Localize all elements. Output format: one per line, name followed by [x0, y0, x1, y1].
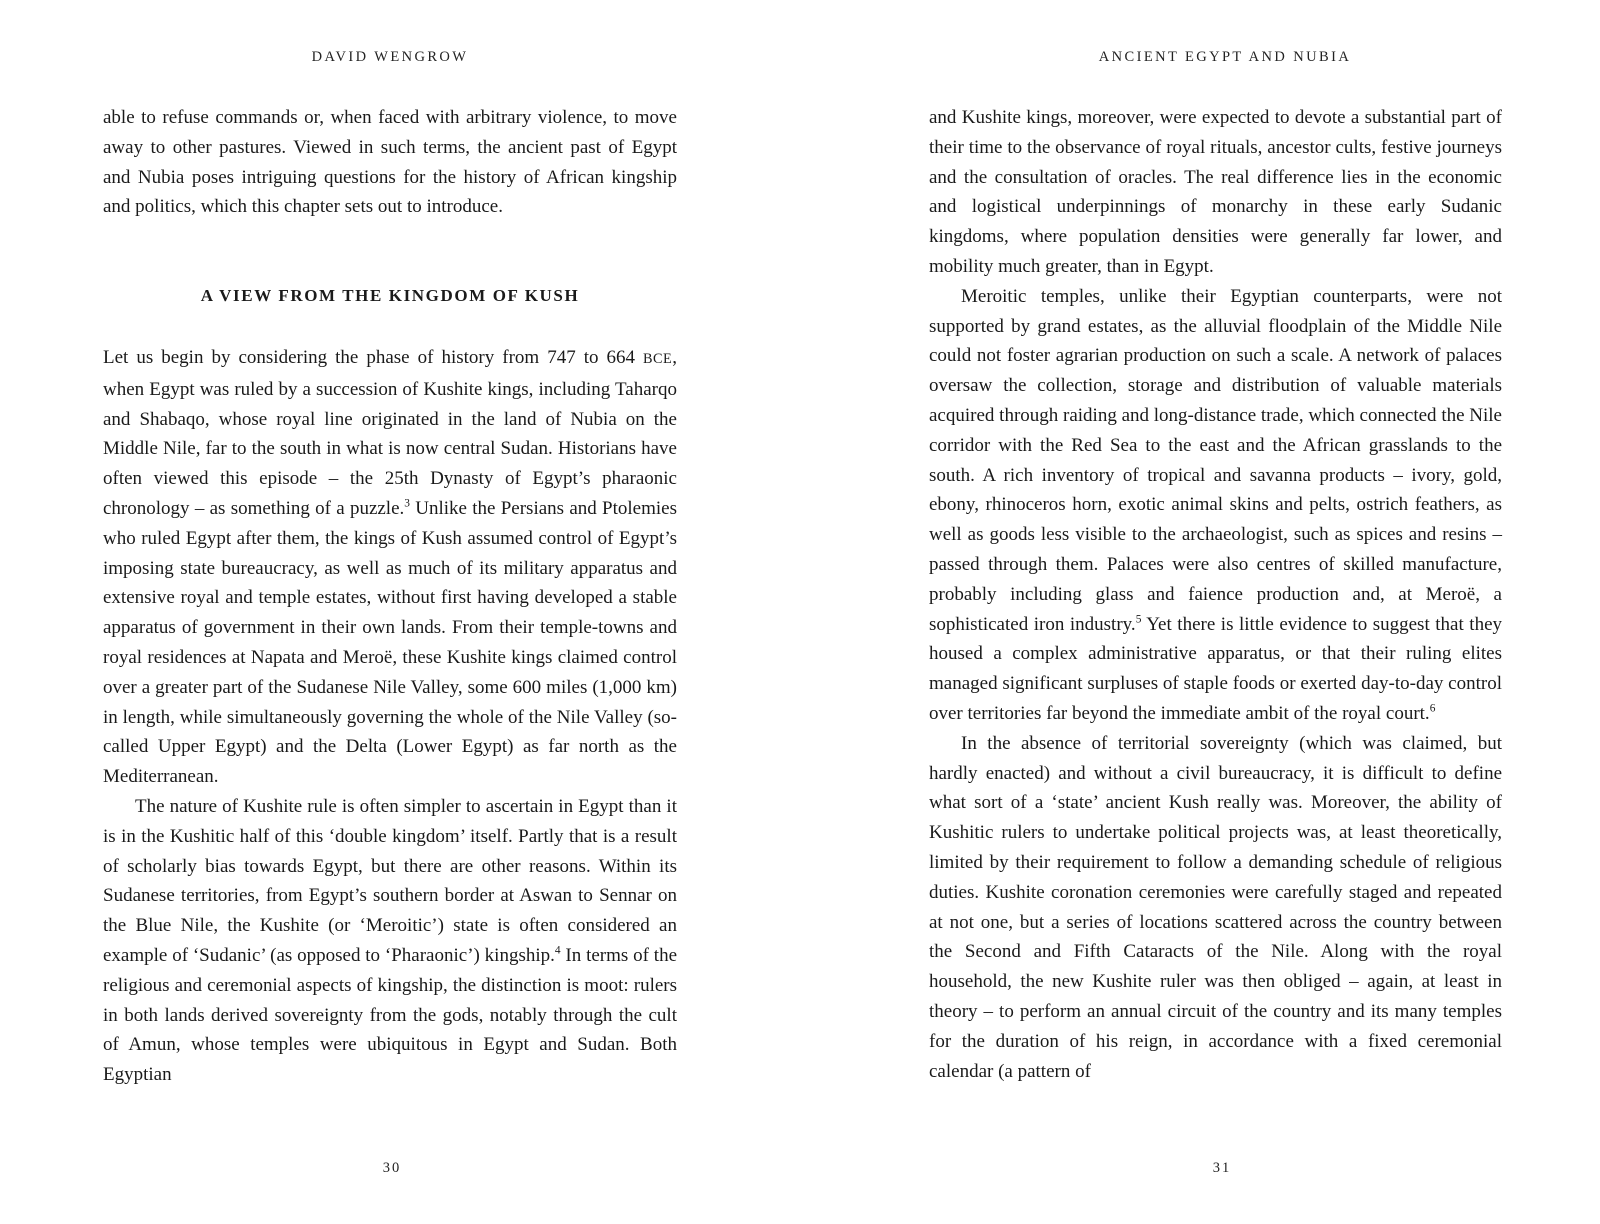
paragraph-meroitic-temples — [929, 282, 1502, 729]
right-page — [800, 0, 1600, 1224]
section-text-block — [103, 343, 677, 1090]
page-number: 30 — [382, 1160, 402, 1176]
opening-text-block — [103, 103, 677, 222]
page-number: 31 — [1212, 1160, 1232, 1176]
paragraph-kushite-rule — [103, 792, 677, 1090]
paragraph-text: Yet there is little evidence to suggest that they housed a complex administrative apparatus, or that their ruling elites managed significant surpluses of staple foods or exerted day-to-day control over territories far beyond the immediate ambit of the royal court. — [929, 613, 1503, 724]
footnote-ref: 4 — [554, 944, 561, 957]
running-head-author: DAVID WENGROW — [311, 49, 469, 65]
paragraph-text: The nature of Kushite rule is often simpler to ascertain in Egypt than it is in the Kushitic half of this ‘double kingdom’ itself. Partly that is a result of scholarly bias towards Egypt, but there are other reasons. Within its Sudanese territories, from Egypt’s southern border at Aswan to Sennar on the Blue Nile, the Kushite (or ‘Meroitic’) state is often considered an example of ‘Sudanic’ (as opposed to ‘Pharaonic’) kingship. — [103, 795, 677, 966]
paragraph-continued: and Kushite kings, moreover, were expected to devote a substantial part of their time to the observance of royal rituals, ancestor cults, festive journeys and the consultation of oracles. The real difference lies in the economic and logistical underpinnings of monarchy in these early Sudanic kingdoms, where population densities were generally far lower, and mobility much greater, than in Egypt. — [929, 107, 1502, 277]
paragraph-text: In terms of the religious and ceremonial aspects of kingship, the distinction is moot: rulers in both lands derived sovereignty from the gods, notably through the cult of Amun, whose temples were ubiquitous in Egypt and Sudan. Both Egyptian — [103, 944, 678, 1086]
footnote-ref: 3 — [404, 497, 410, 510]
body-text-block — [929, 103, 1502, 1086]
paragraph-text: Let us begin by considering the phase of history from 747 to 664 — [103, 347, 644, 368]
running-head-title: ANCIENT EGYPT AND NUBIA — [1098, 49, 1352, 65]
paragraph-text: Meroitic temples, unlike their Egyptian counterparts, were not supported by grand estates, as the alluvial floodplain of the Middle Nile could not foster agrarian production on such a scale. A network of palaces oversaw the collection, storage and distribution of valuable materials acquired through raiding and long-distance trade, which connected the Nile corridor with the Red Sea to the east and the African grasslands to the south. A rich inventory of tropical and savanna products – ivory, gold, ebony, rhinoceros horn, exotic animal skins and pelts, ostrich feathers, as well as goods less visible to the archaeologist, such as spices and resins – passed through them. Palaces were also centres of skilled manufacture, probably including glass and faience production and, at Meroë, a sophisticated iron industry. — [929, 285, 1502, 635]
section-heading: A VIEW FROM THE KINGDOM OF KUSH — [200, 286, 580, 305]
footnote-ref: 6 — [1429, 702, 1436, 715]
opening-paragraph: able to refuse commands or, when faced with arbitrary violence, to move away to other pastures. Viewed in such terms, the ancient past of Egypt and Nubia poses intriguing questions for the history of African kingship and politics, which this chapter sets out to introduce. — [103, 107, 677, 218]
footnote-ref: 5 — [1135, 613, 1142, 626]
era-abbreviation: BCE — [643, 351, 673, 367]
paragraph-kushite-dynasty — [103, 343, 677, 792]
paragraph-territorial-sovereignty: In the absence of territorial sovereignty (which was claimed, but hardly enacted) and without a civil bureaucracy, it is difficult to define what sort of a ‘state’ ancient Kush really was. Moreover, the ability of Kushitic rulers to undertake political projects was, at least theoretically, limited by their requirement to follow a demanding schedule of religious duties. Kushite coronation ceremonies were carefully staged and repeated at not one, but a series of locations scattered across the country between the Second and Fifth Cataracts of the Nile. Along with the royal household, the new Kushite ruler was then obliged – again, at least in theory – to perform an annual circuit of the country and its many temples for the duration of his reign, in accordance with a fixed ceremonial calendar (a pattern of — [929, 732, 1502, 1082]
paragraph-text: , when Egypt was ruled by a succession of Kushite kings, including Taharqo and Shabaqo, whose royal line originated in the land of Nubia on the Middle Nile, far to the south in what is now central Sudan. Historians have often viewed this episode – the 25th Dynasty of Egypt’s pharaonic chronology – as something of a puzzle. — [103, 347, 677, 519]
paragraph-text: Unlike the Persians and Ptolemies who ruled Egypt after them, the kings of Kush assumed control of Egypt’s imposing state bureaucracy, as well as much of its military apparatus and extensive royal and temple estates, without first having developed a stable apparatus of government in their own lands. From their temple-towns and royal residences at Napata and Meroë, these Kushite kings claimed control over a greater part of the Sudanese Nile Valley, some 600 miles (1,000 km) in length, while simultaneously governing the whole of the Nile Valley (so-called Upper Egypt) and the Delta (Lower Egypt) as far north as the Mediterranean. — [103, 497, 677, 788]
